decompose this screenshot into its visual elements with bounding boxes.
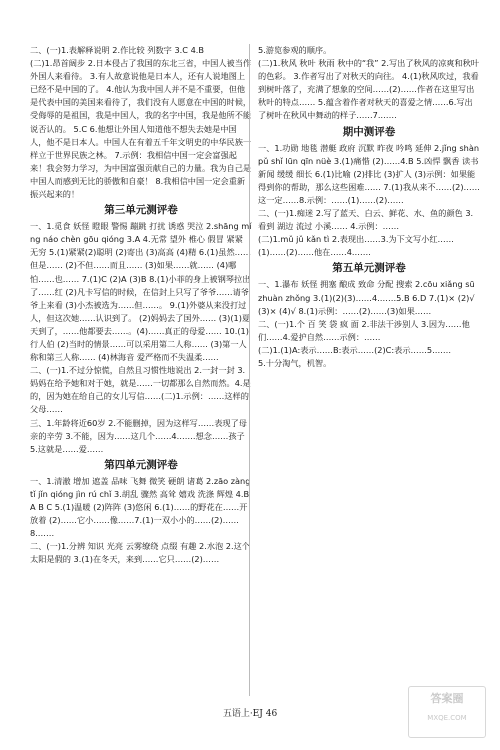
section-heading: 第五单元测评卷 bbox=[332, 262, 406, 275]
left-column bbox=[30, 44, 252, 566]
answer-paragraph: 二、(一)1.不过分惊慌，自然且习惯性地说出 2.一封一封 3.妈妈在给予她和对于她，就是……一切都那么自然而然。4.是的，因为她在给自己的女儿写信……(二)1.示例：……这样的父母…… bbox=[30, 365, 251, 415]
column-divider bbox=[249, 44, 250, 696]
answer-paragraph: (二)1.mǔ jǔ kǎn tì 2.表现出……3.为下文写小红……(1)……(2)……他在……4.…… bbox=[258, 234, 454, 258]
answer-paragraph: 一、1.功勋 地毯 潜艇 政府 沉默 昨夜 吟鸣 延伸 2.jǐng shàn pǔ shǐ lūn qīn nüè 3.(1)痛惜 (2)……4.B 5.凶悍 飘香 读书 新闻 缓缓 细长 6.(1)比喻 (2)排比 (3)扩人 (3)示例：如果能得到你的帮助，那么这些困难…… 7.(1)我从来不……(2)……这一定……8.示例：……(1)……(2)…… bbox=[258, 142, 480, 205]
answer-paragraph: 5.游览参观的顺序。 bbox=[258, 45, 332, 55]
section-heading: 期中测评卷 bbox=[342, 125, 396, 138]
answer-paragraph: 一、1.瀑布 妖怪 拥塞 酿成 致命 分配 搜索 2.cōu xiǎng sū zhuàn zhǒng 3.(1)(2)(3)……4.……5.B 6.D 7.(1)× (2)√ (3)× (4)√ 8.(1)示例：……(2)……(3)如果…… bbox=[258, 279, 475, 316]
section-heading: 第三单元测评卷 bbox=[104, 204, 178, 217]
answer-paragraph: 5.十分淘气，机智。 bbox=[258, 357, 332, 368]
answer-paragraph: 二、(一)1.分辨 知识 光亮 云雾缭绕 点缀 有趣 2.水泡 2.这个太阳是假的 3.(1)在冬天，来到……它只……(2)…… bbox=[30, 541, 250, 565]
section-heading: 第四单元测评卷 bbox=[104, 458, 178, 471]
answer-paragraph: (二)1.秋风 秋叶 秋雨 秋中的“我” 2.写出了秋风的凉爽和秋叶的色彩。 3.作者写出了对秋天的向往。 4.(1)秋风吹过，我看到树叶落了，充满了想象的空间……(2)……作者在这里写出秋叶的特点…… 5.蕴含着作者对秋天的喜爱之情……6.写出了树叶在秋风中舞动的样子……7.…… bbox=[258, 58, 480, 121]
answer-paragraph: 二、(一)1.痴迷 2.写了蓝天、白云、鲜花、水、鱼的颜色 3.看到 湖边 流过 小溪…… 4.示例：…… bbox=[258, 208, 474, 232]
right-column bbox=[258, 44, 480, 370]
watermark-subtext: MXQE.COM bbox=[427, 714, 467, 722]
answer-paragraph: 一、1.清澈 增加 遮盖 品味 飞舞 微笑 硬朗 诸葛 2.zāo zàng tǐ jǐn qióng jìn rú chǐ 3.胡乱 骤然 高耸 嬉戏 洗涤 辉煌 4.B A B C 5.(1)温暖 (2)阵阵 (3)悠闲 6.(1)……的野花在……开放着 (2)……它小……像……7.(1)一双小小的……(2)……8.…… bbox=[30, 475, 251, 539]
answer-paragraph: (二)1.昂首阔步 2.日本侵占了我国的东北三省，中国人被当作外国人来看待。 3.有人故意说他是日本人，还有人说地图上已经不是中国的了。 4.他认为我中国人并不是不重要，但他是代表中国的美国来看待了，我们没有人愿意在中国的时候，受侮辱的是祖国，我是中国人，我的名字中国，我是他所不能说否认的。 5.C 6.他想让外国人知道他不想失去她是中国人，他不是日本人。中国人在有着五千年文明史的中华民族一样立于世界民族之林。 7.示例：我相信中国一定会富强起来！我会努力学习，为中国富强贡献自己的力量。我为自己是中国人而感到无比的骄傲和自豪！ 8.我相信中国一定会重新振兴起来的！ bbox=[30, 58, 252, 200]
watermark-stamp bbox=[408, 686, 486, 738]
answer-paragraph: 二、(一)1.个 百 笑 袋 疯 面 2.非法干涉别人 3.因为……他们……4.爱护自然……示例：…… bbox=[258, 318, 470, 342]
answer-paragraph: 一、1.觅食 妖怪 瞪眼 警惕 蹦跳 打扰 诱惑 哭泣 2.shāng míng náo chèn gōu qióng 3.A 4.无常 望外 椎心 假冒 紧紧 无穷 5.(1)紧紧(2)聪明 (2)寄出 (3)高高 (4)精 6.(1)虽然……但是…… (2)不但……而且…… (3)如果……就…… (4)哪怕……也…… 7.(1)C (2)A (3)B 8.(1)小菲的身上被钢琴拉出了……红 (2)凡卡写信的时候，在信封上只写了爷爷……请爷爷上来看 (3)小杰被选为……但……。 9.(1)外婆从来没打过人，但这次她……认识到了。 (2)妈妈去了国外…… (3)(1)夏天到了，……他都要去……。(4)……真正的母爱…… 10.(1)行人伯 (2)当时的情景……可以采用第二人称…… (3)第一人称和第三人称…… (4)林海音 爱严格而不失温柔…… bbox=[30, 221, 252, 363]
answer-paragraph: (二)1.(1)A:表示……B:表示……(2)C:表示……5.…… bbox=[258, 344, 452, 355]
watermark-text: 答案圈 bbox=[430, 692, 464, 705]
page-footer: 五语上·EJ 46 bbox=[222, 709, 278, 719]
answer-paragraph: 二、(一)1.表解释说明 2.作比较 列数字 3.C 4.B bbox=[30, 45, 205, 55]
answer-paragraph: 三、1.年龄将近60岁 2.不能删掉，因为这样写……表现了母亲的辛劳 3.不能，因为……这几个……4.……想念……孩子 5.这就是……爱…… bbox=[30, 417, 247, 454]
